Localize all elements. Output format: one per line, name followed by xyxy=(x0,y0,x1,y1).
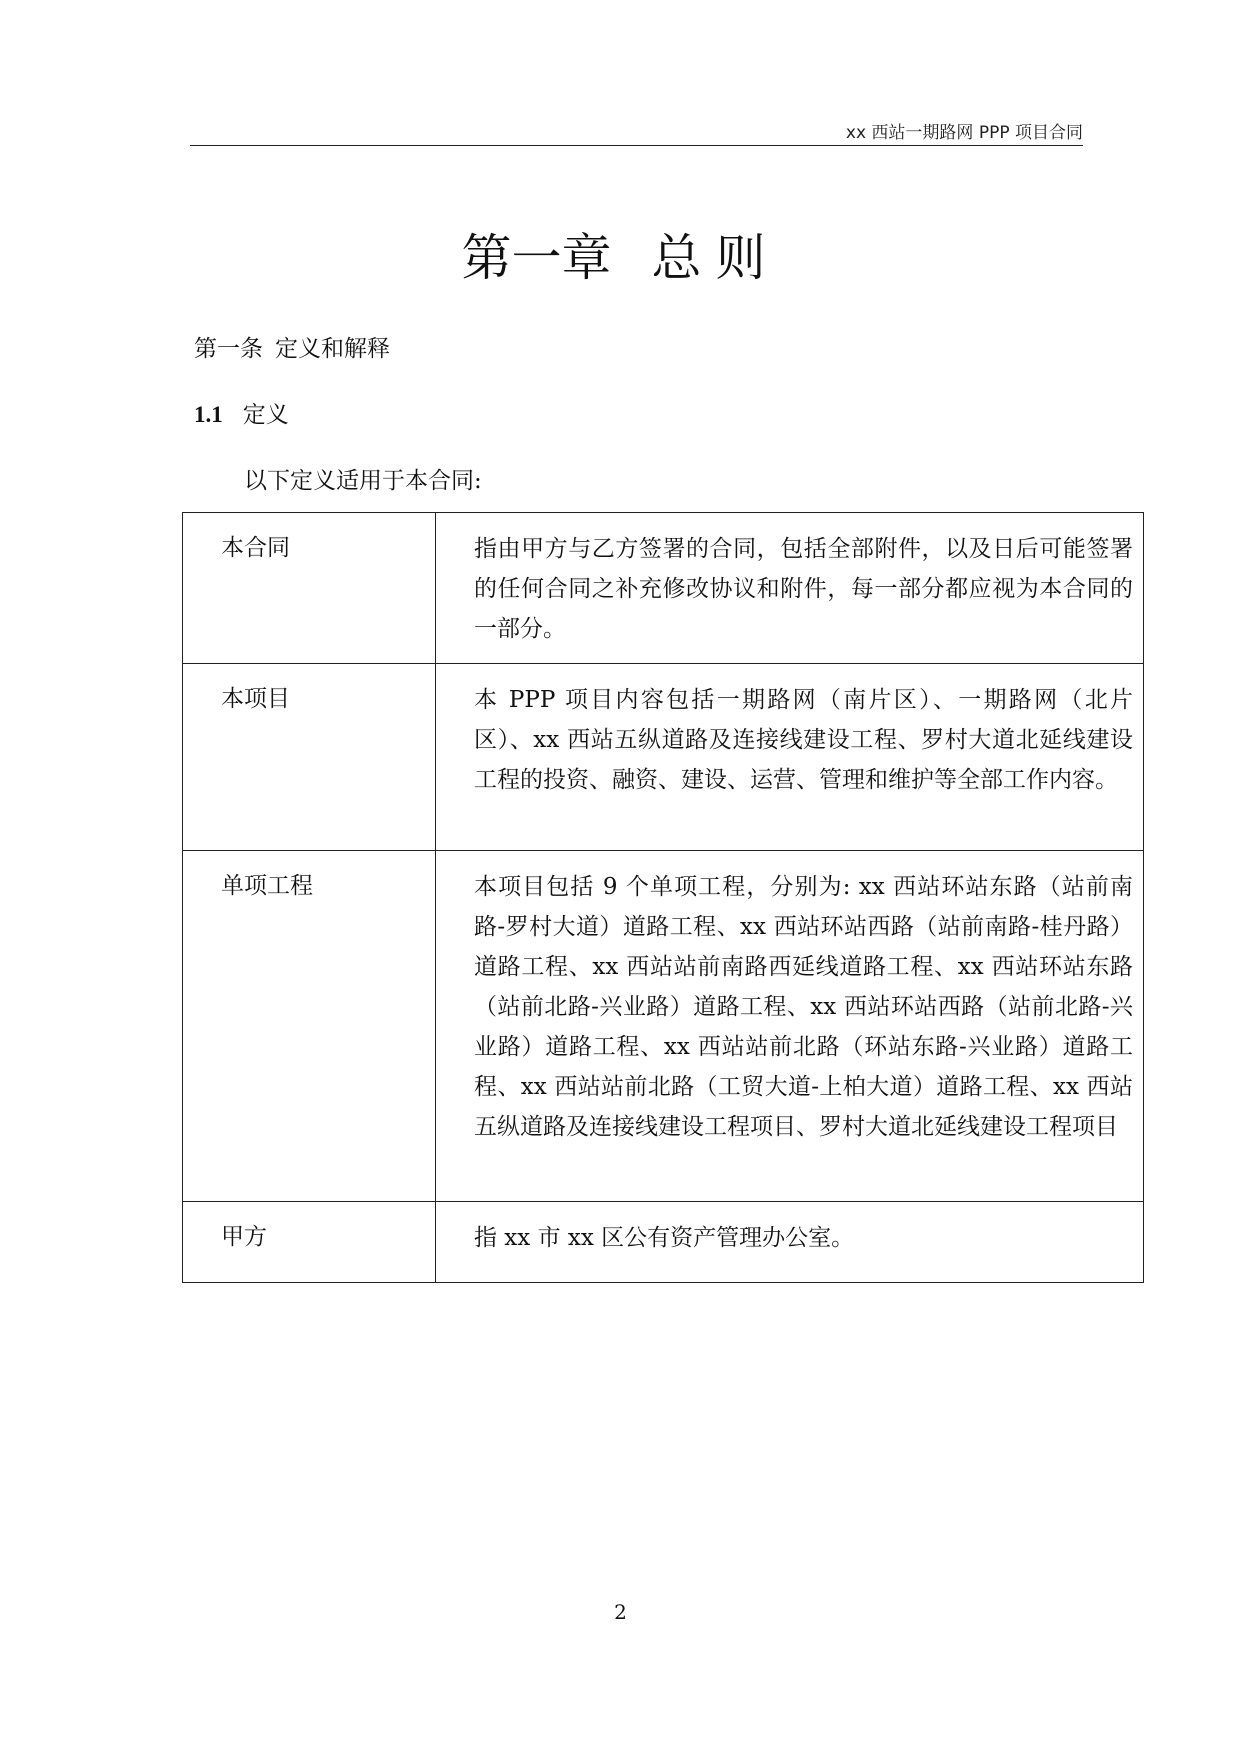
article-heading xyxy=(194,330,390,363)
intro-text: 以下定义适用于本合同: xyxy=(244,468,482,494)
running-header: xx 西站一期路网 PPP 项目合同 xyxy=(845,123,1083,143)
definition-text: 本 PPP 项目内容包括一期路网（南片区）、一期路网（北片区）、xx 西站五纵道路及连接线建设工程、罗村大道北延线建设工程的投资、融资、建设、运营、管理和维护等全部工作内容。 xyxy=(436,664,1144,851)
definition-term: 本项目 xyxy=(183,664,436,851)
definitions-table xyxy=(182,512,1144,1283)
header-rule xyxy=(190,145,1083,146)
table-row xyxy=(183,1202,1144,1283)
definition-term: 单项工程 xyxy=(183,851,436,1202)
definition-term: 甲方 xyxy=(183,1202,436,1283)
definition-text: 指 xx 市 xx 区公有资产管理办公室。 xyxy=(436,1202,1144,1283)
table-row xyxy=(183,664,1144,851)
section-name: 定义 xyxy=(242,402,289,428)
chapter-name: 总则 xyxy=(651,229,780,287)
chapter-number: 第一章 xyxy=(461,229,612,287)
article-number: 第一条 xyxy=(194,336,263,362)
page-number: 2 xyxy=(614,1600,627,1624)
definition-text: 本项目包括 9 个单项工程，分别为: xx 西站环站东路（站前南路-罗村大道）道路工程、xx 西站环站西路（站前南路-桂丹路）道路工程、xx 西站站前南路西延线道路工程、xx 西站环站东路（站前北路-兴业路）道路工程、xx 西站环站西路（站前北路-兴业路）道路工程、xx 西站站前北路（环站东路-兴业路）道路工程、xx 西站站前北路（工贸大道-上柏大道）道路工程、xx 西站五纵道路及连接线建设工程项目、罗村大道北延线建设工程项目 xyxy=(436,851,1144,1202)
definition-text: 指由甲方与乙方签署的合同，包括全部附件，以及日后可能签署的任何合同之补充修改协议和附件，每一部分都应视为本合同的一部分。 xyxy=(436,513,1144,664)
section-number: 1.1 xyxy=(194,402,223,427)
section-heading xyxy=(194,396,289,429)
table-row xyxy=(183,851,1144,1202)
article-name: 定义和解释 xyxy=(275,336,390,362)
definition-term: 本合同 xyxy=(183,513,436,664)
chapter-title xyxy=(0,218,1241,290)
table-row xyxy=(183,513,1144,664)
